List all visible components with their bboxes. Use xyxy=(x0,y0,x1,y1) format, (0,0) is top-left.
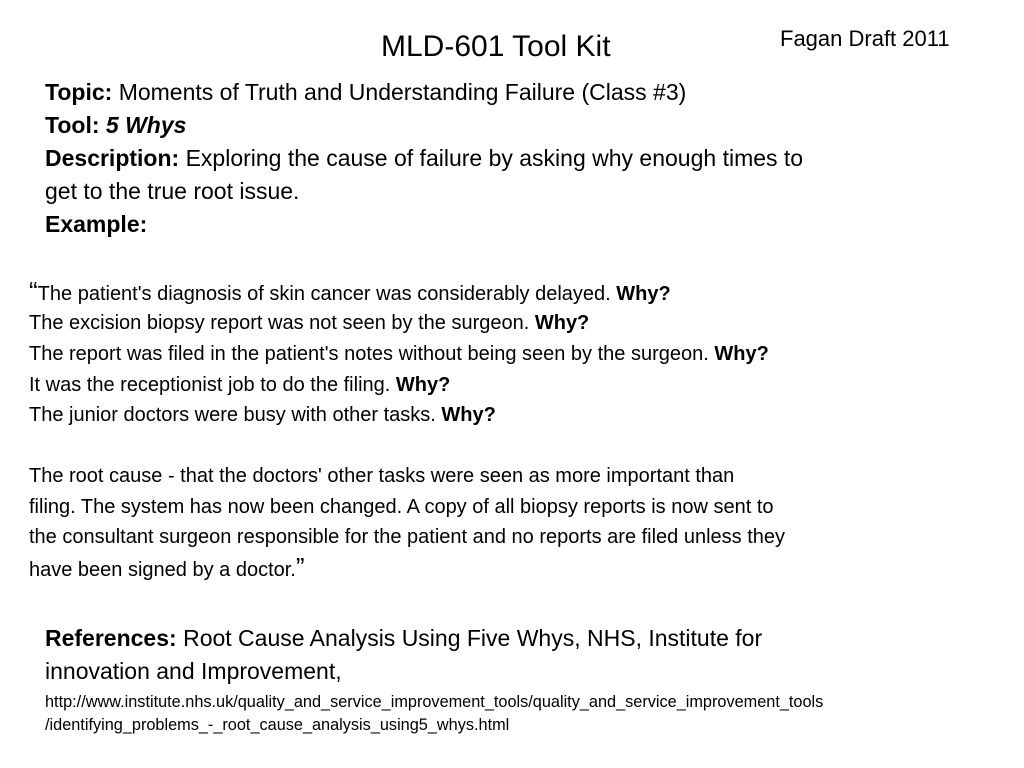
why-label: Why? xyxy=(395,374,451,396)
why-label: Why? xyxy=(441,404,496,426)
example-label: Example: xyxy=(45,211,148,237)
root-cause-line-3: the consultant surgeon responsible for the patient and no reports are filed unless they xyxy=(29,526,786,548)
root-cause-line-1: The root cause - that the doctors' other tasks were seen as more important than xyxy=(29,465,735,487)
references-line-1 xyxy=(45,622,762,655)
example-line-3: The report was filed in the patient's notes without being seen by the surgeon. Why? xyxy=(29,343,769,365)
page-title: MLD-601 Tool Kit xyxy=(381,30,611,63)
description-line xyxy=(45,142,803,175)
tool-line xyxy=(45,109,186,142)
why-label: Why? xyxy=(714,343,769,365)
draft-label: Fagan Draft 2011 xyxy=(780,26,950,51)
description-line-2: get to the true root issue. xyxy=(45,178,300,204)
example-line-1: “The patient's diagnosis of skin cancer was considerably delayed. Why? xyxy=(29,276,671,306)
reference-url-1: http://www.institute.nhs.uk/quality_and_service_improvement_tools/quality_and_service_improvement_tools xyxy=(45,693,824,711)
example-line-2: The excision biopsy report was not seen by the surgeon. Why? xyxy=(29,312,590,334)
topic-line xyxy=(45,76,686,109)
tool-value: 5 Whys xyxy=(105,112,187,138)
example-line-5: The junior doctors were busy with other tasks. Why? xyxy=(29,404,496,426)
references-line-2: innovation and Improvement, xyxy=(45,658,342,684)
root-cause-line-2: filing. The system has now been changed. A copy of all biopsy reports is now sent to xyxy=(29,496,774,518)
close-quote: ” xyxy=(295,552,305,582)
topic-value: Moments of Truth and Understanding Failure (Class #3) xyxy=(118,79,687,105)
open-quote: “ xyxy=(29,276,38,306)
description-label: Description: xyxy=(45,145,180,171)
description-text: Exploring the cause of failure by asking why enough times to xyxy=(185,145,804,171)
example-line-4: It was the receptionist job to do the filing. Why? xyxy=(29,374,451,396)
why-label: Why? xyxy=(534,312,590,334)
root-cause-line-4: have been signed by a doctor.” xyxy=(29,552,305,582)
tool-label: Tool: xyxy=(45,112,100,138)
reference-url-2: /identifying_problems_-_root_cause_analysis_using5_whys.html xyxy=(45,716,510,734)
references-text: Root Cause Analysis Using Five Whys, NHS, Institute for xyxy=(183,625,763,651)
topic-label: Topic: xyxy=(45,79,113,105)
references-label: References: xyxy=(45,625,177,651)
why-label: Why? xyxy=(616,283,671,305)
